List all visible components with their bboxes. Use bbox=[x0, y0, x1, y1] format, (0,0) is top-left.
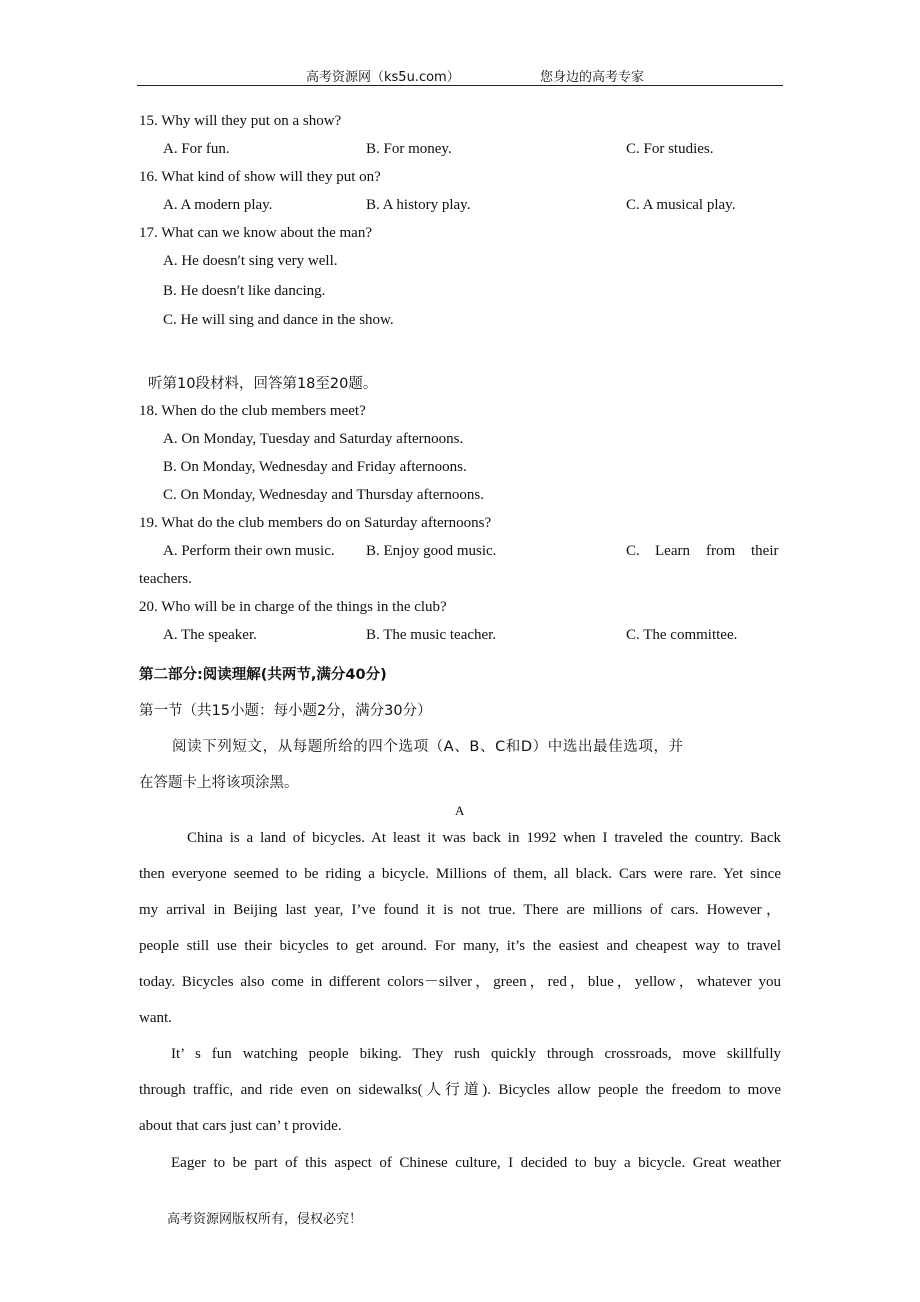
option-19b: B. Enjoy good music. bbox=[366, 543, 497, 559]
footer-copyright: 高考资源网版权所有，侵权必究！ bbox=[167, 1212, 363, 1227]
option-20c: C. The committee. bbox=[626, 627, 738, 643]
option-19c-word1: Learn bbox=[655, 543, 690, 559]
passage-paragraph-1 bbox=[139, 820, 781, 1036]
paragraph-line: today. Bicycles also come in different colors－silver，green，red，blue，yellow，whatever you bbox=[139, 974, 781, 990]
option-18a: A. On Monday, Tuesday and Saturday afternoons. bbox=[163, 431, 464, 447]
option-16c: C. A musical play. bbox=[626, 197, 736, 213]
question-17: 17. What can we know about the man? bbox=[139, 225, 372, 241]
paragraph-line: want. bbox=[139, 1010, 172, 1026]
paragraph-line: my arrival in Beijing last year, I’ve found it is not true. There are millions of cars. However， bbox=[139, 902, 781, 918]
option-17b: B. He doesn′t like dancing. bbox=[163, 283, 326, 299]
header-site-name: 高考资源网（ks5u.com） bbox=[306, 70, 460, 85]
passage-paragraph-2 bbox=[139, 1036, 781, 1144]
reading-instruction-line2: 在答题卡上将该项涂黑。 bbox=[139, 775, 299, 791]
paragraph-line: China is a land of bicycles. At least it was back in 1992 when I traveled the country. Back bbox=[187, 830, 781, 846]
option-19c-label: C. bbox=[626, 543, 640, 559]
option-15b: B. For money. bbox=[366, 141, 452, 157]
option-20b: B. The music teacher. bbox=[366, 627, 497, 643]
option-15a: A. For fun. bbox=[163, 141, 230, 157]
header-divider bbox=[137, 85, 783, 86]
option-17c: C. He will sing and dance in the show. bbox=[163, 312, 394, 328]
listening-instruction: 听第10段材料，回答第18至20题。 bbox=[148, 376, 378, 392]
paragraph-line: people still use their bicycles to get around. For many, it’s the easiest and cheapest way to travel bbox=[139, 938, 781, 954]
paragraph-line: then everyone seemed to be riding a bicycle. Millions of them, all black. Cars were rare. Yet since bbox=[139, 866, 781, 882]
question-20: 20. Who will be in charge of the things in the club? bbox=[139, 599, 447, 615]
paragraph-line: about that cars just can’ t provide. bbox=[139, 1118, 342, 1134]
option-16a: A. A modern play. bbox=[163, 197, 273, 213]
passage-label: A bbox=[455, 803, 465, 818]
question-19: 19. What do the club members do on Saturday afternoons? bbox=[139, 515, 492, 531]
section1-title: 第一节（共15小题：每小题2分，满分30分） bbox=[139, 703, 432, 719]
passage-paragraph-3 bbox=[139, 1145, 781, 1181]
option-19a: A. Perform their own music. bbox=[163, 543, 335, 559]
option-18c: C. On Monday, Wednesday and Thursday afternoons. bbox=[163, 487, 484, 503]
option-19c-continued: teachers. bbox=[139, 571, 192, 587]
question-15: 15. Why will they put on a show? bbox=[139, 113, 342, 129]
paragraph-line: It’ s fun watching people biking. They rush quickly through crossroads, move skillfully bbox=[171, 1046, 781, 1062]
option-20a: A. The speaker. bbox=[163, 627, 257, 643]
option-19c-word3: their bbox=[751, 543, 779, 559]
option-15c: C. For studies. bbox=[626, 141, 714, 157]
option-19c-word2: from bbox=[706, 543, 736, 559]
paragraph-line: Eager to be part of this aspect of Chinese culture, I decided to buy a bicycle. Great weather bbox=[171, 1155, 781, 1171]
option-18b: B. On Monday, Wednesday and Friday afternoons. bbox=[163, 459, 467, 475]
option-16b: B. A history play. bbox=[366, 197, 471, 213]
question-18: 18. When do the club members meet? bbox=[139, 403, 366, 419]
reading-instruction-line1: 阅读下列短文，从每题所给的四个选项（A、B、C和D）中选出最佳选项，并 bbox=[172, 739, 684, 755]
part2-title: 第二部分:阅读理解(共两节,满分40分) bbox=[139, 667, 387, 683]
paragraph-line: through traffic, and ride even on sidewalks(人行道). Bicycles allow people the freedom to move bbox=[139, 1082, 781, 1098]
header-slogan: 您身边的高考专家 bbox=[540, 70, 645, 85]
option-17a: A. He doesn′t sing very well. bbox=[163, 253, 338, 269]
question-16: 16. What kind of show will they put on? bbox=[139, 169, 381, 185]
